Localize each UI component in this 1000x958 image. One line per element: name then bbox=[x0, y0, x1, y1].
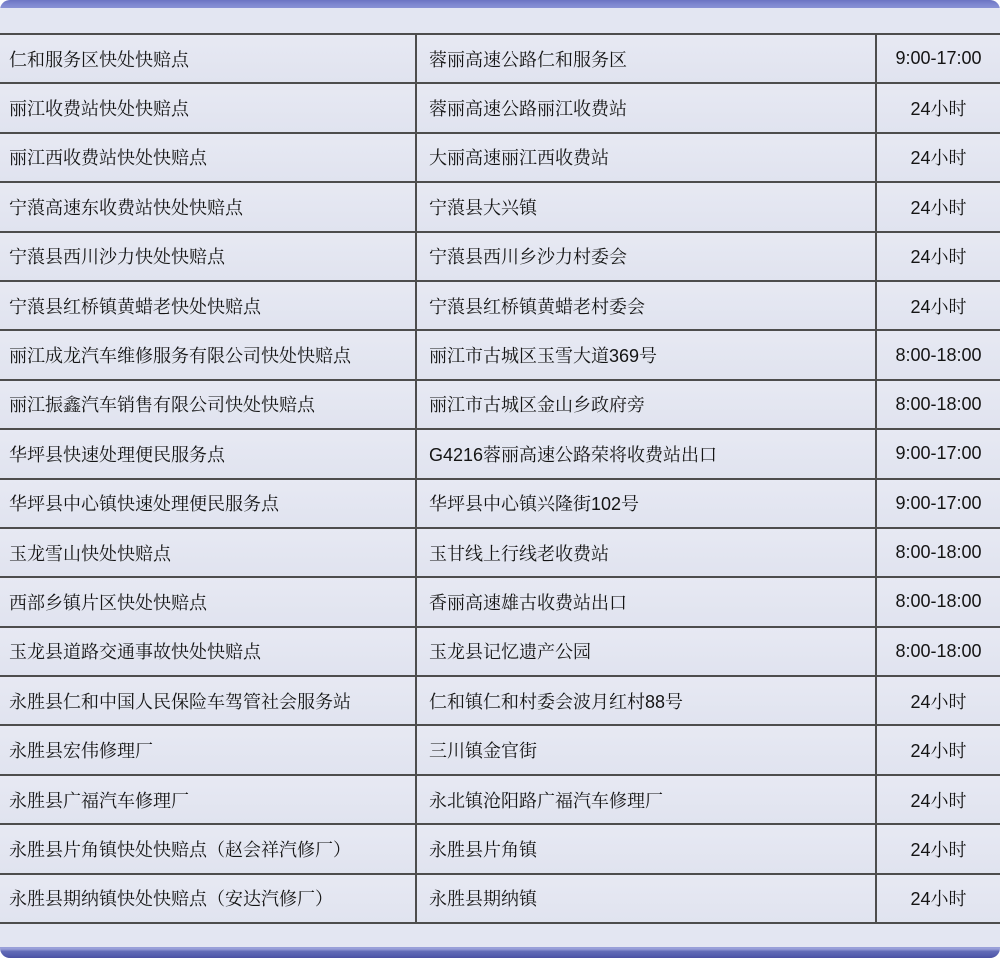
table-row bbox=[0, 35, 1000, 84]
hours-cell: 9:00-17:00 bbox=[875, 430, 1000, 477]
point-name-cell: 西部乡镇片区快处快赔点 bbox=[9, 592, 207, 613]
hours-cell: 24小时 bbox=[875, 134, 1000, 181]
address-cell: 玉甘线上行线老收费站 bbox=[415, 529, 875, 576]
address-cell: 蓉丽高速公路丽江收费站 bbox=[415, 84, 875, 131]
address-cell: 仁和镇仁和村委会波月红村88号 bbox=[415, 677, 875, 724]
point-name-cell: 永胜县仁和中国人民保险车驾管社会服务站 bbox=[9, 691, 351, 712]
address-cell: 永胜县片角镇 bbox=[415, 825, 875, 872]
table-row bbox=[0, 578, 1000, 627]
address-cell: 三川镇金官街 bbox=[415, 726, 875, 773]
point-name-cell: 永胜县宏伟修理厂 bbox=[9, 741, 153, 762]
bottom-accent-bar bbox=[0, 947, 1000, 958]
point-name-cell: 丽江振鑫汽车销售有限公司快处快赔点 bbox=[9, 395, 315, 416]
address-cell: 永胜县期纳镇 bbox=[415, 875, 875, 922]
point-name-cell: 丽江成龙汽车维修服务有限公司快处快赔点 bbox=[9, 346, 351, 367]
hours-cell: 24小时 bbox=[875, 776, 1000, 823]
point-name-cell: 永胜县广福汽车修理厂 bbox=[9, 790, 189, 811]
point-name-cell: 宁蒗高速东收费站快处快赔点 bbox=[9, 197, 243, 218]
hours-cell: 24小时 bbox=[875, 825, 1000, 872]
point-name-cell: 宁蒗县红桥镇黄蜡老快处快赔点 bbox=[9, 296, 261, 317]
point-name-cell: 丽江收费站快处快赔点 bbox=[9, 99, 189, 120]
table-row bbox=[0, 134, 1000, 183]
address-cell: 大丽高速丽江西收费站 bbox=[415, 134, 875, 181]
table-row bbox=[0, 726, 1000, 775]
address-cell: 宁蒗县红桥镇黄蜡老村委会 bbox=[415, 282, 875, 329]
hours-cell: 9:00-17:00 bbox=[875, 35, 1000, 82]
point-name-cell: 丽江西收费站快处快赔点 bbox=[9, 148, 207, 169]
hours-cell: 24小时 bbox=[875, 183, 1000, 230]
address-cell: 丽江市古城区金山乡政府旁 bbox=[415, 381, 875, 428]
hours-cell: 24小时 bbox=[875, 726, 1000, 773]
table-row bbox=[0, 825, 1000, 874]
table-row bbox=[0, 776, 1000, 825]
address-cell: 蓉丽高速公路仁和服务区 bbox=[415, 35, 875, 82]
table-row bbox=[0, 282, 1000, 331]
hours-cell: 8:00-18:00 bbox=[875, 628, 1000, 675]
address-cell: G4216蓉丽高速公路荣将收费站出口 bbox=[415, 430, 875, 477]
table-row bbox=[0, 628, 1000, 677]
address-cell: 丽江市古城区玉雪大道369号 bbox=[415, 331, 875, 378]
point-name-cell: 玉龙雪山快处快赔点 bbox=[9, 543, 171, 564]
hours-cell: 8:00-18:00 bbox=[875, 381, 1000, 428]
table-row bbox=[0, 480, 1000, 529]
hours-cell: 9:00-17:00 bbox=[875, 480, 1000, 527]
hours-cell: 24小时 bbox=[875, 282, 1000, 329]
hours-cell: 24小时 bbox=[875, 233, 1000, 280]
quick-claim-points-table bbox=[0, 33, 1000, 924]
hours-cell: 24小时 bbox=[875, 677, 1000, 724]
table-row bbox=[0, 331, 1000, 380]
point-name-cell: 华坪县中心镇快速处理便民服务点 bbox=[9, 494, 279, 515]
table-row bbox=[0, 430, 1000, 479]
table-row bbox=[0, 677, 1000, 726]
hours-cell: 24小时 bbox=[875, 875, 1000, 922]
table-row bbox=[0, 183, 1000, 232]
point-name-cell: 玉龙县道路交通事故快处快赔点 bbox=[9, 642, 261, 663]
table-row bbox=[0, 233, 1000, 282]
point-name-cell: 仁和服务区快处快赔点 bbox=[9, 49, 189, 70]
address-cell: 永北镇沧阳路广福汽车修理厂 bbox=[415, 776, 875, 823]
address-cell: 宁蒗县大兴镇 bbox=[415, 183, 875, 230]
point-name-cell: 宁蒗县西川沙力快处快赔点 bbox=[9, 247, 225, 268]
point-name-cell: 永胜县片角镇快处快赔点（赵会祥汽修厂） bbox=[9, 839, 351, 860]
point-name-cell: 华坪县快速处理便民服务点 bbox=[9, 444, 225, 465]
address-cell: 宁蒗县西川乡沙力村委会 bbox=[415, 233, 875, 280]
hours-cell: 8:00-18:00 bbox=[875, 578, 1000, 625]
address-cell: 玉龙县记忆遗产公园 bbox=[415, 628, 875, 675]
table-row bbox=[0, 529, 1000, 578]
address-cell: 香丽高速雄古收费站出口 bbox=[415, 578, 875, 625]
address-cell: 华坪县中心镇兴隆街102号 bbox=[415, 480, 875, 527]
table-row bbox=[0, 381, 1000, 430]
hours-cell: 8:00-18:00 bbox=[875, 529, 1000, 576]
top-accent-bar bbox=[0, 0, 1000, 8]
table-row bbox=[0, 84, 1000, 133]
hours-cell: 8:00-18:00 bbox=[875, 331, 1000, 378]
hours-cell: 24小时 bbox=[875, 84, 1000, 131]
point-name-cell: 永胜县期纳镇快处快赔点（安达汽修厂） bbox=[9, 889, 333, 910]
table-row bbox=[0, 875, 1000, 924]
